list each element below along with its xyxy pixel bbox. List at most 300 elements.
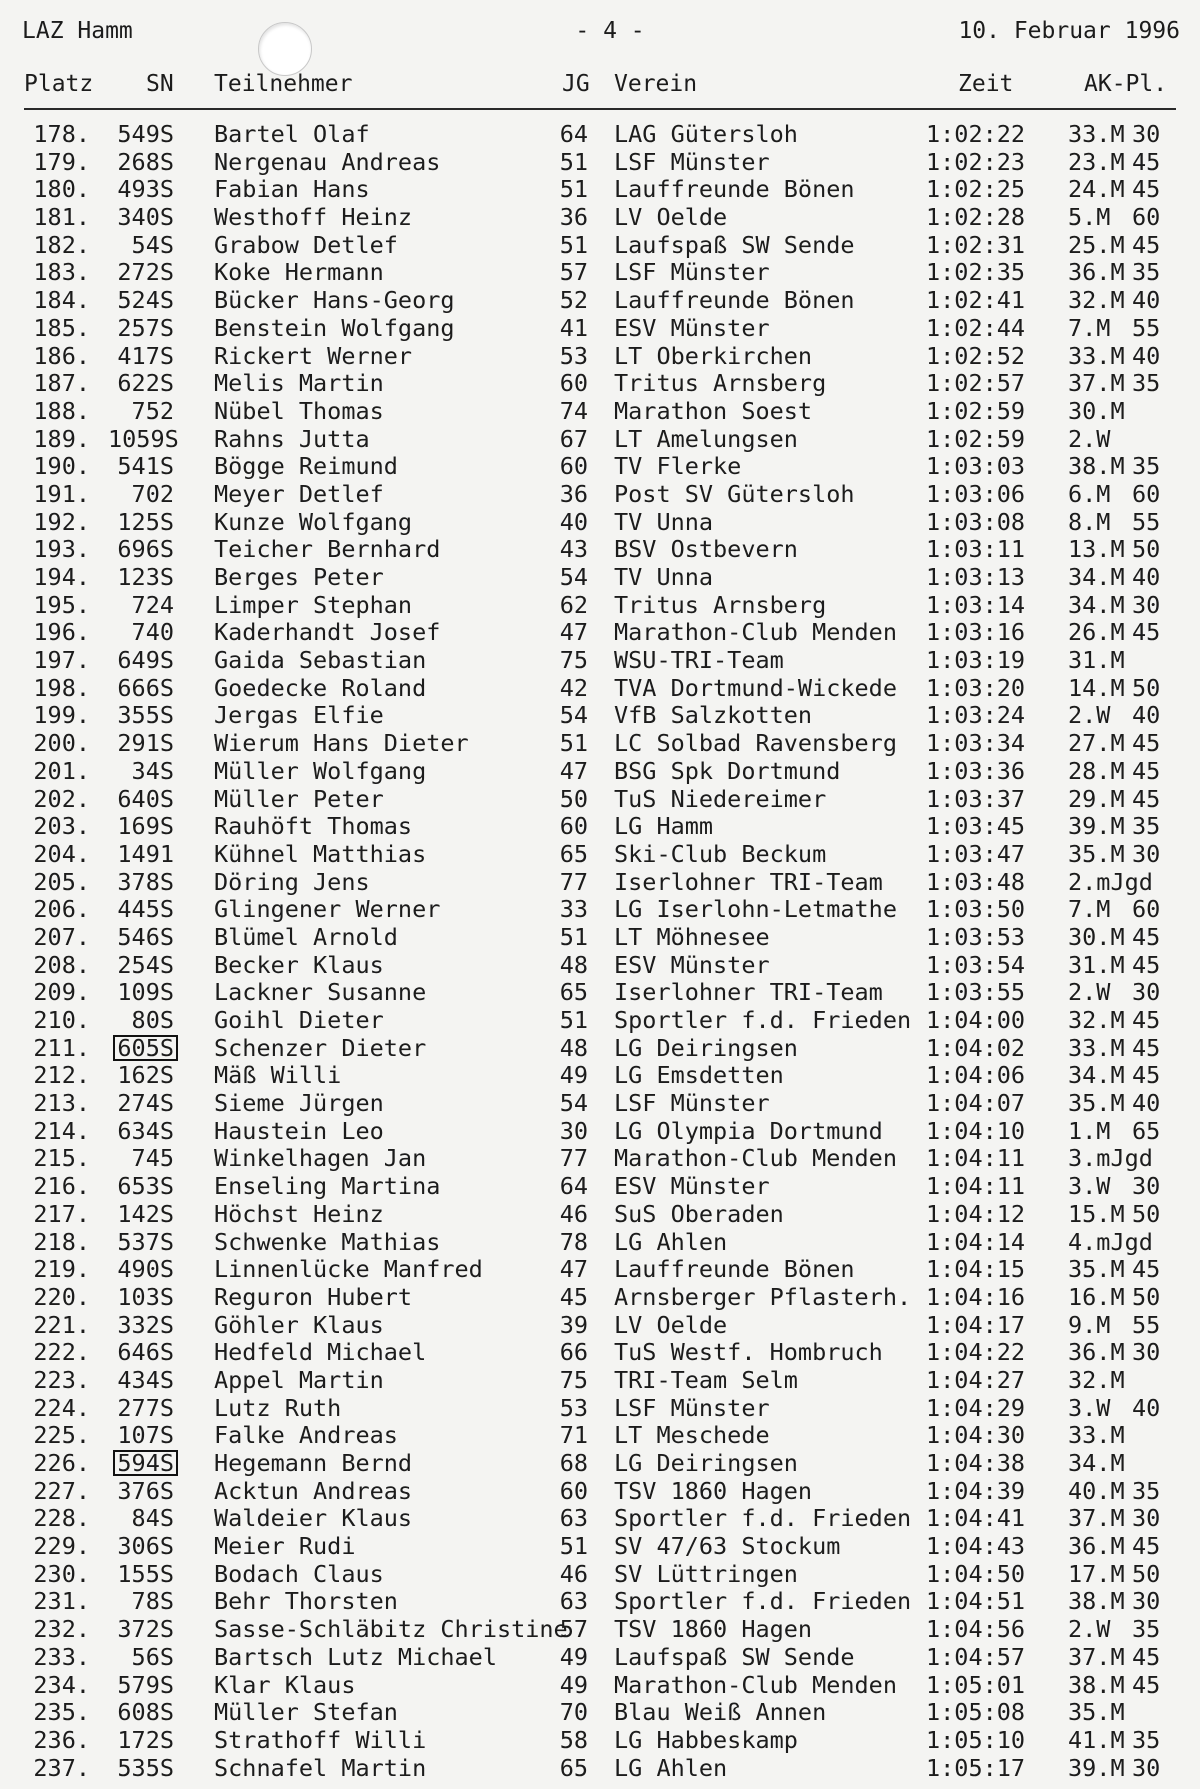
row-startnummer: 579S bbox=[117, 1670, 174, 1699]
table-row bbox=[0, 1090, 1200, 1118]
row-ak-platz: 38.M bbox=[1068, 1670, 1125, 1699]
row-ak-platz: 39.M bbox=[1068, 1753, 1125, 1782]
row-jahrgang: 77 bbox=[559, 1144, 588, 1173]
row-teilnehmer: Rickert Werner bbox=[214, 341, 413, 370]
row-platz: 197. bbox=[33, 646, 90, 675]
row-ak-platz: 31.M bbox=[1068, 646, 1125, 675]
table-row bbox=[0, 1284, 1200, 1312]
row-ak-platz: 1.M bbox=[1068, 1116, 1111, 1145]
row-jahrgang: 66 bbox=[559, 1338, 588, 1367]
row-jahrgang: 50 bbox=[559, 784, 588, 813]
row-ak-platz: 33.M bbox=[1068, 120, 1125, 148]
row-startnummer: 546S bbox=[117, 922, 174, 951]
row-jahrgang: 64 bbox=[559, 120, 588, 148]
row-verein: LT Möhnesee bbox=[614, 922, 770, 951]
row-verein: SV 47/63 Stockum bbox=[614, 1532, 841, 1561]
row-startnummer: 524S bbox=[117, 286, 174, 315]
row-zeit: 1:04:38 bbox=[926, 1449, 1026, 1477]
row-verein: Tritus Arnsberg bbox=[614, 590, 827, 619]
row-platz: 201. bbox=[33, 756, 90, 785]
row-ak-klasse: 50 bbox=[1132, 1559, 1161, 1588]
row-ak-platz: 35.M bbox=[1068, 1255, 1125, 1284]
row-ak-platz: 24.M bbox=[1068, 175, 1125, 204]
row-teilnehmer: Kunze Wolfgang bbox=[214, 507, 413, 536]
row-platz: 192. bbox=[33, 507, 90, 536]
row-platz: 195. bbox=[33, 590, 90, 619]
row-ak-platz: 34.M bbox=[1068, 563, 1125, 591]
row-platz: 212. bbox=[33, 1061, 90, 1090]
row-jahrgang: 48 bbox=[559, 1033, 588, 1062]
row-startnummer: 445S bbox=[117, 895, 174, 924]
row-verein: Lauffreunde Bönen bbox=[614, 286, 855, 315]
table-row bbox=[0, 758, 1200, 786]
row-teilnehmer: Schnafel Martin bbox=[214, 1753, 427, 1782]
row-zeit: 1:03:16 bbox=[926, 618, 1026, 647]
row-zeit: 1:03:24 bbox=[926, 701, 1026, 730]
row-platz: 215. bbox=[33, 1144, 90, 1173]
row-teilnehmer: Jergas Elfie bbox=[214, 701, 384, 730]
row-zeit: 1:04:51 bbox=[926, 1587, 1026, 1616]
row-startnummer: 640S bbox=[117, 784, 174, 813]
row-platz: 184. bbox=[33, 286, 90, 315]
row-teilnehmer: Strathoff Willi bbox=[214, 1725, 427, 1754]
row-startnummer: 752 bbox=[131, 396, 174, 425]
row-teilnehmer: Höchst Heinz bbox=[214, 1199, 384, 1228]
row-verein: LG Deiringsen bbox=[614, 1449, 798, 1477]
col-teilnehmer: Teilnehmer bbox=[214, 71, 353, 97]
row-ak-klasse: 50 bbox=[1132, 673, 1161, 702]
row-ak-klasse: 55 bbox=[1132, 313, 1161, 342]
row-verein: LV Oelde bbox=[614, 1310, 728, 1339]
row-verein: Post SV Gütersloh bbox=[614, 479, 855, 508]
row-platz: 182. bbox=[33, 230, 90, 259]
row-jahrgang: 65 bbox=[559, 839, 588, 868]
row-ak-platz: 32.M bbox=[1068, 1365, 1125, 1394]
row-ak-platz: 35.M bbox=[1068, 1089, 1125, 1118]
row-platz: 211. bbox=[33, 1033, 90, 1062]
table-row bbox=[0, 1699, 1200, 1727]
row-ak-klasse: 40 bbox=[1132, 701, 1161, 730]
row-ak-klasse: 35 bbox=[1132, 1725, 1161, 1754]
row-platz: 190. bbox=[33, 452, 90, 481]
row-teilnehmer: Klar Klaus bbox=[214, 1670, 356, 1699]
row-verein: TSV 1860 Hagen bbox=[614, 1615, 813, 1644]
row-zeit: 1:04:11 bbox=[926, 1172, 1026, 1201]
row-startnummer: 702 bbox=[131, 479, 174, 508]
row-ak-platz: 4.mJgd bbox=[1068, 1227, 1153, 1256]
row-verein: TV Unna bbox=[614, 563, 714, 591]
row-ak-klasse: 45 bbox=[1132, 950, 1161, 979]
row-startnummer: 634S bbox=[117, 1116, 174, 1145]
row-ak-platz: 41.M bbox=[1068, 1725, 1125, 1754]
row-platz: 224. bbox=[33, 1393, 90, 1422]
row-ak-klasse: 45 bbox=[1132, 1255, 1161, 1284]
row-jahrgang: 57 bbox=[559, 258, 588, 287]
row-teilnehmer: Blümel Arnold bbox=[214, 922, 398, 951]
row-zeit: 1:02:35 bbox=[926, 258, 1026, 287]
row-platz: 193. bbox=[33, 535, 90, 564]
row-jahrgang: 30 bbox=[559, 1116, 588, 1145]
row-startnummer: 274S bbox=[117, 1089, 174, 1118]
table-row bbox=[0, 813, 1200, 841]
row-startnummer: 257S bbox=[117, 313, 174, 342]
row-platz: 231. bbox=[33, 1587, 90, 1616]
row-zeit: 1:04:39 bbox=[926, 1476, 1026, 1505]
row-platz: 218. bbox=[33, 1227, 90, 1256]
row-jahrgang: 43 bbox=[559, 535, 588, 564]
row-platz: 187. bbox=[33, 369, 90, 398]
row-startnummer: 646S bbox=[117, 1338, 174, 1367]
row-verein: BSV Ostbevern bbox=[614, 535, 798, 564]
row-teilnehmer: Teicher Bernhard bbox=[214, 535, 441, 564]
row-ak-platz: 33.M bbox=[1068, 1421, 1125, 1450]
row-teilnehmer: Müller Stefan bbox=[214, 1698, 398, 1727]
row-zeit: 1:04:22 bbox=[926, 1338, 1026, 1367]
row-zeit: 1:02:57 bbox=[926, 369, 1026, 398]
row-platz: 225. bbox=[33, 1421, 90, 1450]
row-ak-klasse: 35 bbox=[1132, 452, 1161, 481]
row-jahrgang: 42 bbox=[559, 673, 588, 702]
row-platz: 236. bbox=[33, 1725, 90, 1754]
row-zeit: 1:04:41 bbox=[926, 1504, 1026, 1533]
row-startnummer: 541S bbox=[117, 452, 174, 481]
table-row bbox=[0, 1755, 1200, 1783]
row-platz: 209. bbox=[33, 978, 90, 1007]
row-ak-klasse: 45 bbox=[1132, 1532, 1161, 1561]
table-row bbox=[0, 841, 1200, 869]
row-zeit: 1:04:15 bbox=[926, 1255, 1026, 1284]
table-row bbox=[0, 398, 1200, 426]
row-ak-platz: 35.M bbox=[1068, 1698, 1125, 1727]
row-ak-klasse: 30 bbox=[1132, 839, 1161, 868]
row-startnummer: 109S bbox=[117, 978, 174, 1007]
row-zeit: 1:03:37 bbox=[926, 784, 1026, 813]
table-row bbox=[0, 1450, 1200, 1478]
row-ak-platz: 35.M bbox=[1068, 839, 1125, 868]
row-zeit: 1:03:36 bbox=[926, 756, 1026, 785]
row-verein: Iserlohner TRI-Team bbox=[614, 867, 883, 896]
row-startnummer: 56S bbox=[131, 1642, 174, 1671]
row-zeit: 1:03:53 bbox=[926, 922, 1026, 951]
row-ak-platz: 5.M bbox=[1068, 203, 1111, 232]
row-teilnehmer: Lutz Ruth bbox=[214, 1393, 342, 1422]
row-ak-platz: 16.M bbox=[1068, 1282, 1125, 1311]
row-verein: LT Amelungsen bbox=[614, 424, 798, 453]
row-teilnehmer: Haustein Leo bbox=[214, 1116, 384, 1145]
row-zeit: 1:03:50 bbox=[926, 895, 1026, 924]
row-jahrgang: 41 bbox=[559, 313, 588, 342]
row-ak-platz: 8.M bbox=[1068, 507, 1111, 536]
table-row bbox=[0, 259, 1200, 287]
table-row bbox=[0, 536, 1200, 564]
table-row bbox=[0, 952, 1200, 980]
row-jahrgang: 60 bbox=[559, 812, 588, 841]
row-teilnehmer: Melis Martin bbox=[214, 369, 384, 398]
row-zeit: 1:02:25 bbox=[926, 175, 1026, 204]
table-row bbox=[0, 1616, 1200, 1644]
table-row bbox=[0, 1339, 1200, 1367]
row-teilnehmer: Winkelhagen Jan bbox=[214, 1144, 427, 1173]
row-ak-platz: 2.mJgd bbox=[1068, 867, 1153, 896]
row-ak-platz: 34.M bbox=[1068, 1061, 1125, 1090]
row-teilnehmer: Hedfeld Michael bbox=[214, 1338, 427, 1367]
row-ak-klasse: 40 bbox=[1132, 286, 1161, 315]
row-jahrgang: 64 bbox=[559, 1172, 588, 1201]
row-ak-platz: 38.M bbox=[1068, 1587, 1125, 1616]
row-platz: 222. bbox=[33, 1338, 90, 1367]
row-zeit: 1:02:31 bbox=[926, 230, 1026, 259]
row-ak-klasse: 45 bbox=[1132, 1642, 1161, 1671]
row-ak-platz: 17.M bbox=[1068, 1559, 1125, 1588]
row-ak-platz: 33.M bbox=[1068, 1033, 1125, 1062]
row-jahrgang: 63 bbox=[559, 1587, 588, 1616]
row-teilnehmer: Bücker Hans-Georg bbox=[214, 286, 455, 315]
row-startnummer bbox=[108, 1035, 174, 1063]
row-teilnehmer: Meyer Detlef bbox=[214, 479, 384, 508]
row-ak-platz: 2.W bbox=[1068, 1615, 1111, 1644]
row-ak-platz: 32.M bbox=[1068, 286, 1125, 315]
row-platz: 196. bbox=[33, 618, 90, 647]
row-zeit: 1:02:59 bbox=[926, 396, 1026, 425]
row-teilnehmer: Müller Wolfgang bbox=[214, 756, 427, 785]
row-ak-platz: 9.M bbox=[1068, 1310, 1111, 1339]
row-startnummer: 169S bbox=[117, 812, 174, 841]
row-zeit: 1:02:59 bbox=[926, 424, 1026, 453]
row-startnummer: 622S bbox=[117, 369, 174, 398]
row-platz: 206. bbox=[33, 895, 90, 924]
row-zeit: 1:04:12 bbox=[926, 1199, 1026, 1228]
row-jahrgang: 67 bbox=[559, 424, 588, 453]
row-verein: Blau Weiß Annen bbox=[614, 1698, 827, 1727]
row-verein: Tritus Arnsberg bbox=[614, 369, 827, 398]
row-ak-platz: 33.M bbox=[1068, 341, 1125, 370]
row-zeit: 1:04:56 bbox=[926, 1615, 1026, 1644]
row-ak-platz: 29.M bbox=[1068, 784, 1125, 813]
row-jahrgang: 65 bbox=[559, 1753, 588, 1782]
row-platz: 205. bbox=[33, 867, 90, 896]
row-verein: LG Ahlen bbox=[614, 1227, 728, 1256]
row-ak-platz: 30.M bbox=[1068, 922, 1125, 951]
row-jahrgang: 46 bbox=[559, 1559, 588, 1588]
table-row bbox=[0, 1229, 1200, 1257]
row-jahrgang: 48 bbox=[559, 950, 588, 979]
row-verein: Iserlohner TRI-Team bbox=[614, 978, 883, 1007]
row-startnummer: 696S bbox=[117, 535, 174, 564]
row-platz: 229. bbox=[33, 1532, 90, 1561]
row-teilnehmer: Sasse-Schläbitz Christine bbox=[214, 1615, 568, 1644]
table-row bbox=[0, 1007, 1200, 1035]
row-ak-klasse: 35 bbox=[1132, 1615, 1161, 1644]
row-jahrgang: 75 bbox=[559, 646, 588, 675]
table-row bbox=[0, 592, 1200, 620]
table-row bbox=[0, 315, 1200, 343]
results-table bbox=[0, 121, 1200, 1782]
row-platz: 223. bbox=[33, 1365, 90, 1394]
row-platz: 186. bbox=[33, 341, 90, 370]
row-ak-klasse: 45 bbox=[1132, 1061, 1161, 1090]
row-platz: 185. bbox=[33, 313, 90, 342]
row-platz: 220. bbox=[33, 1282, 90, 1311]
row-zeit: 1:03:14 bbox=[926, 590, 1026, 619]
row-verein: LSF Münster bbox=[614, 147, 770, 176]
row-zeit: 1:03:13 bbox=[926, 563, 1026, 591]
row-verein: LV Oelde bbox=[614, 203, 728, 232]
row-verein: LSF Münster bbox=[614, 1089, 770, 1118]
table-row bbox=[0, 896, 1200, 924]
row-zeit: 1:05:10 bbox=[926, 1725, 1026, 1754]
row-ak-platz: 38.M bbox=[1068, 452, 1125, 481]
table-row bbox=[0, 1422, 1200, 1450]
col-zeit: Zeit bbox=[958, 71, 1014, 97]
table-row bbox=[0, 1201, 1200, 1229]
row-teilnehmer: Glingener Werner bbox=[214, 895, 441, 924]
table-row bbox=[0, 1062, 1200, 1090]
row-ak-klasse: 60 bbox=[1132, 479, 1161, 508]
table-row bbox=[0, 1533, 1200, 1561]
row-startnummer: 125S bbox=[117, 507, 174, 536]
row-ak-platz: 27.M bbox=[1068, 729, 1125, 758]
row-startnummer: 123S bbox=[117, 563, 174, 591]
row-verein: Lauffreunde Bönen bbox=[614, 1255, 855, 1284]
row-jahrgang: 54 bbox=[559, 1089, 588, 1118]
row-verein: BSG Spk Dortmund bbox=[614, 756, 841, 785]
col-ak: AK-Pl. bbox=[1084, 71, 1168, 97]
table-row bbox=[0, 232, 1200, 260]
row-jahrgang: 51 bbox=[559, 230, 588, 259]
table-row bbox=[0, 1256, 1200, 1284]
row-teilnehmer: Bögge Reimund bbox=[214, 452, 398, 481]
table-row bbox=[0, 1672, 1200, 1700]
row-ak-klasse: 45 bbox=[1132, 729, 1161, 758]
row-jahrgang: 60 bbox=[559, 452, 588, 481]
row-zeit: 1:03:03 bbox=[926, 452, 1026, 481]
page-number: - 4 - bbox=[575, 18, 645, 44]
table-row bbox=[0, 1035, 1200, 1063]
row-ak-platz: 7.M bbox=[1068, 895, 1111, 924]
row-ak-klasse: 30 bbox=[1132, 1172, 1161, 1201]
row-startnummer: 34S bbox=[131, 756, 174, 785]
row-platz: 227. bbox=[33, 1476, 90, 1505]
row-teilnehmer: Wierum Hans Dieter bbox=[214, 729, 469, 758]
row-teilnehmer: Nübel Thomas bbox=[214, 396, 384, 425]
row-zeit: 1:04:29 bbox=[926, 1393, 1026, 1422]
row-verein: LSF Münster bbox=[614, 258, 770, 287]
row-ak-klasse: 60 bbox=[1132, 895, 1161, 924]
row-teilnehmer: Acktun Andreas bbox=[214, 1476, 413, 1505]
row-zeit: 1:03:20 bbox=[926, 673, 1026, 702]
row-zeit: 1:03:34 bbox=[926, 729, 1026, 758]
row-startnummer: 653S bbox=[117, 1172, 174, 1201]
row-startnummer: 54S bbox=[131, 230, 174, 259]
row-ak-klasse: 40 bbox=[1132, 563, 1161, 591]
table-row bbox=[0, 453, 1200, 481]
row-zeit: 1:04:02 bbox=[926, 1033, 1026, 1062]
row-ak-klasse: 65 bbox=[1132, 1116, 1161, 1145]
row-zeit: 1:04:06 bbox=[926, 1061, 1026, 1090]
col-platz: Platz bbox=[24, 71, 94, 97]
row-ak-platz: 6.M bbox=[1068, 479, 1111, 508]
row-ak-platz: 28.M bbox=[1068, 756, 1125, 785]
row-ak-platz: 37.M bbox=[1068, 1504, 1125, 1533]
row-startnummer: 84S bbox=[131, 1504, 174, 1533]
row-platz: 210. bbox=[33, 1006, 90, 1034]
table-row bbox=[0, 564, 1200, 592]
table-row bbox=[0, 509, 1200, 537]
table-row bbox=[0, 1395, 1200, 1423]
row-zeit: 1:03:06 bbox=[926, 479, 1026, 508]
row-jahrgang: 65 bbox=[559, 978, 588, 1007]
row-teilnehmer: Becker Klaus bbox=[214, 950, 384, 979]
row-startnummer: 745 bbox=[131, 1144, 174, 1173]
row-zeit: 1:02:28 bbox=[926, 203, 1026, 232]
row-teilnehmer: Rauhöft Thomas bbox=[214, 812, 413, 841]
row-jahrgang: 53 bbox=[559, 1393, 588, 1422]
row-jahrgang: 49 bbox=[559, 1061, 588, 1090]
row-platz: 179. bbox=[33, 147, 90, 176]
table-row bbox=[0, 730, 1200, 758]
row-teilnehmer: Meier Rudi bbox=[214, 1532, 356, 1561]
row-zeit: 1:05:17 bbox=[926, 1753, 1026, 1782]
column-header-row bbox=[0, 66, 1200, 102]
row-teilnehmer: Koke Hermann bbox=[214, 258, 384, 287]
row-verein: TSV 1860 Hagen bbox=[614, 1476, 813, 1505]
row-platz: 183. bbox=[33, 258, 90, 287]
table-row bbox=[0, 343, 1200, 371]
col-jg: JG bbox=[562, 71, 590, 97]
row-jahrgang: 54 bbox=[559, 701, 588, 730]
row-startnummer: 78S bbox=[131, 1587, 174, 1616]
row-zeit: 1:04:00 bbox=[926, 1006, 1026, 1034]
row-zeit: 1:03:45 bbox=[926, 812, 1026, 841]
table-row bbox=[0, 176, 1200, 204]
row-ak-platz: 34.M bbox=[1068, 1449, 1125, 1477]
row-platz: 235. bbox=[33, 1698, 90, 1727]
row-teilnehmer: Bartsch Lutz Michael bbox=[214, 1642, 497, 1671]
row-jahrgang: 77 bbox=[559, 867, 588, 896]
row-verein: ESV Münster bbox=[614, 950, 770, 979]
row-zeit: 1:04:57 bbox=[926, 1642, 1026, 1671]
row-startnummer: 537S bbox=[117, 1227, 174, 1256]
row-jahrgang: 58 bbox=[559, 1725, 588, 1754]
row-platz: 208. bbox=[33, 950, 90, 979]
row-platz: 199. bbox=[33, 701, 90, 730]
row-startnummer: 103S bbox=[117, 1282, 174, 1311]
row-ak-platz: 39.M bbox=[1068, 812, 1125, 841]
row-startnummer: 417S bbox=[117, 341, 174, 370]
row-verein: LG Hamm bbox=[614, 812, 714, 841]
table-row bbox=[0, 1478, 1200, 1506]
table-row bbox=[0, 149, 1200, 177]
row-teilnehmer: Müller Peter bbox=[214, 784, 384, 813]
row-teilnehmer: Goihl Dieter bbox=[214, 1006, 384, 1034]
col-verein: Verein bbox=[614, 71, 698, 97]
row-verein: TVA Dortmund-Wickede bbox=[614, 673, 897, 702]
row-zeit: 1:04:27 bbox=[926, 1365, 1026, 1394]
row-verein: Sportler f.d. Frieden bbox=[614, 1587, 912, 1616]
row-startnummer: 332S bbox=[117, 1310, 174, 1339]
row-platz: 221. bbox=[33, 1310, 90, 1339]
row-jahrgang: 78 bbox=[559, 1227, 588, 1256]
row-startnummer: 268S bbox=[117, 147, 174, 176]
row-platz: 203. bbox=[33, 812, 90, 841]
row-ak-klasse: 45 bbox=[1132, 230, 1161, 259]
row-startnummer: 291S bbox=[117, 729, 174, 758]
row-verein: SuS Oberaden bbox=[614, 1199, 784, 1228]
row-verein: Ski-Club Beckum bbox=[614, 839, 827, 868]
row-jahrgang: 51 bbox=[559, 147, 588, 176]
table-row bbox=[0, 287, 1200, 315]
row-startnummer: 1059S bbox=[108, 424, 179, 453]
